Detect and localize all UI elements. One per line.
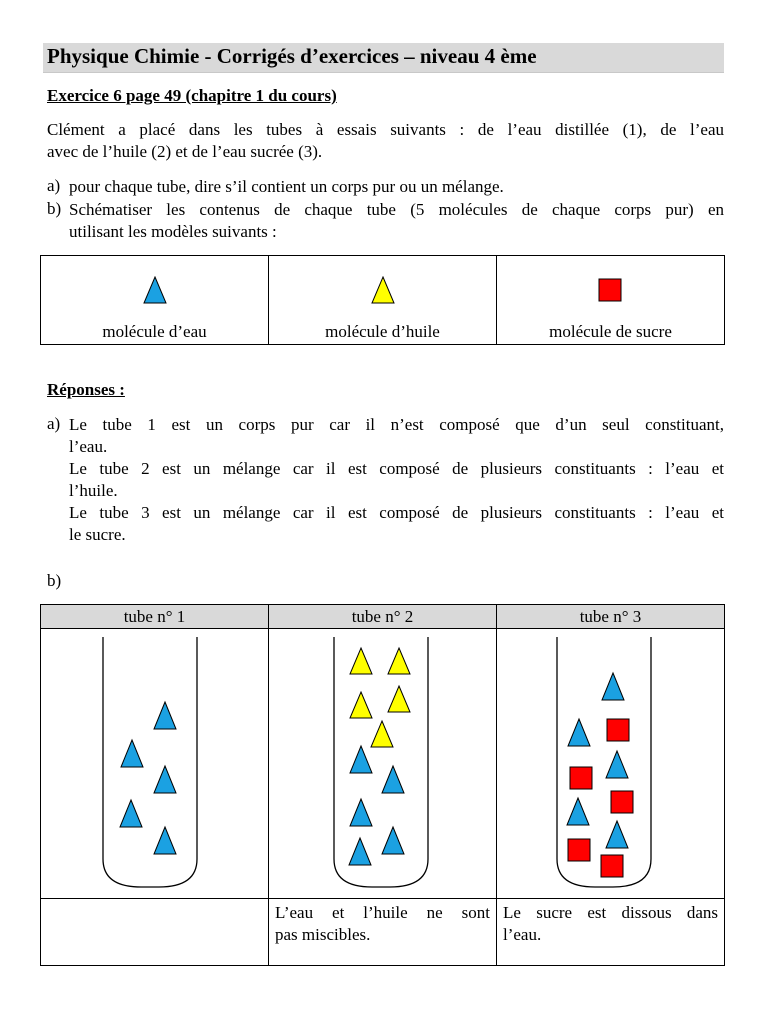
oil-molecule-icon — [370, 276, 396, 304]
tube-2-note — [275, 902, 490, 946]
answer-a — [69, 414, 724, 546]
water-molecule — [349, 838, 371, 865]
model-cell-sugar — [497, 256, 725, 345]
answer-line: l’eau. — [69, 437, 108, 456]
model-label: molécule de sucre — [549, 322, 672, 341]
tube-2-cell — [269, 629, 497, 899]
question-b-label: b) — [47, 199, 62, 218]
question-b-line: Schématiser les contenus de chaque tube (5 molécules de chaque corps pur) en — [69, 200, 724, 219]
tube-header: tube n° 2 — [269, 605, 497, 629]
answer-b-label: b) — [47, 571, 62, 590]
tube-3-cell — [497, 629, 725, 899]
note-line: Le sucre est dissous dans — [503, 903, 718, 922]
tube-1-note-cell — [41, 899, 269, 966]
water-molecule — [567, 798, 589, 825]
question-a — [69, 176, 724, 198]
oil-molecule — [388, 648, 410, 674]
tube-3-drawing — [497, 629, 725, 898]
note-line: L’eau et l’huile ne sont — [275, 903, 490, 922]
question-b-line: utilisant les modèles suivants : — [69, 222, 277, 241]
test-tube-outline — [334, 637, 428, 887]
water-molecule — [382, 827, 404, 854]
water-molecule — [602, 673, 624, 700]
sugar-molecule — [607, 719, 629, 741]
tubes-table — [40, 604, 725, 966]
water-molecule — [382, 766, 404, 793]
answers-heading: Réponses : — [47, 380, 125, 399]
water-molecule — [120, 800, 142, 827]
water-molecule — [154, 827, 176, 854]
water-molecule — [606, 751, 628, 778]
answer-line: Le tube 3 est un mélange car il est composé de plusieurs constituants : l’eau et — [69, 503, 724, 522]
molecule-models-table — [40, 255, 725, 345]
tube-header: tube n° 1 — [41, 605, 269, 629]
tube-1-drawing — [41, 629, 269, 898]
sugar-molecule — [570, 767, 592, 789]
exercise-heading: Exercice 6 page 49 (chapitre 1 du cours) — [47, 86, 337, 105]
water-molecule — [350, 799, 372, 826]
answer-line: Le tube 2 est un mélange car il est composé de plusieurs constituants : l’eau et — [69, 459, 724, 478]
water-molecule — [154, 766, 176, 793]
question-a-label: a) — [47, 176, 61, 195]
question-b — [69, 199, 724, 243]
model-cell-oil — [269, 256, 497, 345]
water-molecule — [606, 821, 628, 848]
water-molecule — [154, 702, 176, 729]
tube-3-note-cell — [497, 899, 725, 966]
sugar-molecule — [568, 839, 590, 861]
exercise-intro — [47, 119, 724, 163]
tube-header: tube n° 3 — [497, 605, 725, 629]
oil-molecule — [350, 648, 372, 674]
water-molecule — [568, 719, 590, 746]
tube-3-note — [503, 902, 718, 946]
tube-1-cell — [41, 629, 269, 899]
water-molecule — [121, 740, 143, 767]
answer-line: le sucre. — [69, 525, 126, 544]
answer-a-label: a) — [47, 414, 61, 433]
question-a-text: pour chaque tube, dire s’il contient un corps pur ou un mélange. — [69, 177, 504, 196]
water-molecule-icon — [142, 276, 168, 304]
page-title: Physique Chimie - Corrigés d’exercices – niveau 4 ème — [47, 44, 537, 68]
intro-line: Clément a placé dans les tubes à essais suivants : de l’eau distillée (1), de l’eau — [47, 120, 724, 139]
model-cell-water — [41, 256, 269, 345]
intro-line: avec de l’huile (2) et de l’eau sucrée (3). — [47, 142, 323, 161]
model-label: molécule d’huile — [325, 322, 440, 341]
sugar-molecule-icon — [598, 278, 624, 306]
oil-molecule — [388, 686, 410, 712]
test-tube-outline — [103, 637, 197, 887]
sugar-molecule — [601, 855, 623, 877]
oil-molecule — [350, 692, 372, 718]
sugar-molecule — [611, 791, 633, 813]
answer-line: Le tube 1 est un corps pur car il n’est composé que d’un seul constituant, — [69, 415, 724, 434]
tube-2-drawing — [269, 629, 497, 898]
tube-2-note-cell — [269, 899, 497, 966]
oil-molecule — [371, 721, 393, 747]
title-bar — [43, 43, 724, 73]
note-line: l’eau. — [503, 925, 542, 944]
water-molecule — [350, 746, 372, 773]
answer-line: l’huile. — [69, 481, 118, 500]
model-label: molécule d’eau — [102, 322, 207, 341]
note-line: pas miscibles. — [275, 925, 371, 944]
